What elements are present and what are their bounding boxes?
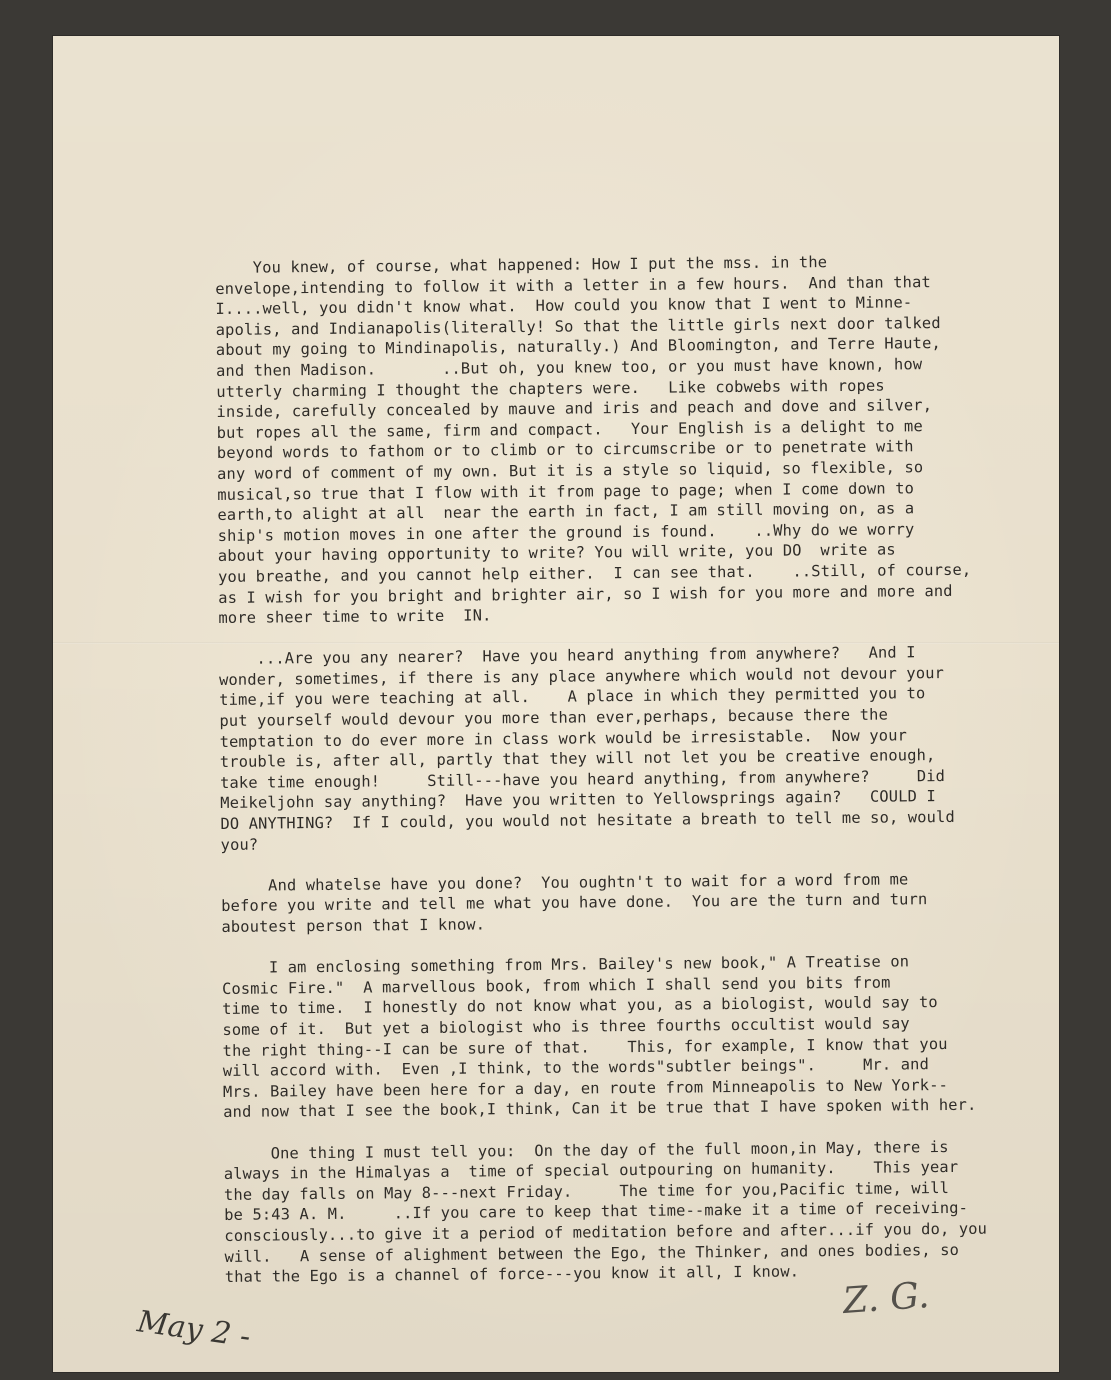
- paragraph: [219, 642, 1021, 856]
- text-line: the right thing--I can be sure of that. This, for example, I know that you: [222, 1034, 948, 1060]
- paragraph: [221, 868, 1022, 937]
- text-line: apolis, and Indianapolis(literally! So that the little girls next door talked: [215, 313, 941, 339]
- text-line: utterly charming I thought the chapters were. Like cobwebs with ropes: [216, 376, 885, 401]
- text-line: DO ANYTHING? If I could, you would not hesitate a breath to tell me so, would: [220, 807, 955, 834]
- handwritten-date: May 2 -: [135, 1304, 253, 1355]
- text-line: ...Are you any nearer? Have you heard anything from anywhere? And I: [218, 643, 916, 669]
- text-line: will. A sense of alighment between the Ego, the Thinker, and ones bodies, so: [224, 1240, 960, 1266]
- text-line: consciously...to give it a period of meditation before and after...if you do, you: [224, 1219, 988, 1245]
- text-line: and now that I see the book,I think, Can it be true that I have spoken with her.: [223, 1096, 977, 1122]
- text-line: earth,to alight at all near the earth in fact, I am still moving on, as a: [217, 499, 915, 525]
- text-line: ship's motion moves in one after the ground is found. ..Why do we worry: [217, 520, 915, 545]
- text-line: be 5:43 A. M. ..If you care to keep that time--make it a time of receiving-: [224, 1199, 969, 1225]
- text-line: One thing I must tell you: On the day of the full moon,in May, there is: [223, 1137, 949, 1163]
- text-line: more sheer time to write IN.: [218, 606, 492, 628]
- text-line: inside, carefully concealed by mauve and iris and peach and dove and silver,: [216, 396, 933, 422]
- text-line: take time enough! Still---have you heard anything, from anywhere? Did: [219, 766, 946, 792]
- text-line: put yourself would devour you more than ever,perhaps, because there the: [219, 705, 889, 731]
- text-line: I am enclosing something from Mrs. Bailey's new book," A Treatise on: [221, 952, 910, 978]
- text-line: Meikeljohn say anything? Have you written to Yellowsprings again? COULD I: [220, 787, 936, 813]
- text-line: temptation to do ever more in class work would be irresistable. Now your: [219, 726, 908, 751]
- text-line: I....well, you didn't know what. How could you know that I went to Minne-: [215, 293, 913, 319]
- text-line: always in the Himalyas a time of special outpouring on humanity. This year: [223, 1158, 959, 1184]
- text-line: envelope,intending to follow it with a letter in a few hours. And than that: [215, 272, 931, 298]
- text-line: you breathe, and you cannot help either. I can see that. ..Still, of course,: [217, 560, 972, 586]
- text-line: Mrs. Bailey have been here for a day, en route from Minneapolis to New York--: [222, 1075, 949, 1101]
- text-line: any word of comment of my own. But it is a style so liquid, so flexible, so: [216, 458, 924, 483]
- text-line: about my going to Mindinapolis, naturally.) And Bloomington, and Terre Haute,: [215, 334, 941, 360]
- text-line: You knew, of course, what happened: How I put the mss. in the: [215, 253, 828, 277]
- text-line: you?: [220, 835, 259, 854]
- text-line: about your having opportunity to write? You will write, you DO write as: [217, 540, 896, 566]
- text-line: will accord with. Even ,I think, to the words"subtler beings". Mr. and: [222, 1055, 930, 1081]
- text-line: beyond words to fathom or to climb or to circumscribe or to penetrate with: [216, 437, 914, 463]
- paragraph: [222, 950, 1024, 1122]
- text-line: aboutest person that I know.: [221, 915, 486, 936]
- text-line: the day falls on May 8---next Friday. The time for you,Pacific time, will: [223, 1178, 950, 1204]
- text-line: And whatelse have you done? You oughtn't to wait for a word from me: [220, 870, 909, 895]
- text-line: wonder, sometimes, if there is any place anywhere which would not devour your: [218, 663, 945, 689]
- text-line: trouble is, after all, partly that they will not let you be creative enough,: [219, 746, 936, 772]
- text-line: before you write and tell me what you have done. You are the turn and turn: [221, 890, 928, 916]
- text-line: musical,so true that I flow with it from page to page; when I come down to: [217, 478, 915, 504]
- text-line: time to time. I honestly do not know what you, as a biologist, would say to: [222, 993, 938, 1019]
- letter-body: [215, 250, 1025, 1308]
- text-line: some of it. But yet a biologist who is three fourths occultist would say: [222, 1014, 910, 1039]
- letter-page: [53, 36, 1059, 1372]
- text-line: but ropes all the same, firm and compact. Your English is a delight to me: [216, 416, 923, 442]
- text-line: time,if you were teaching at all. A place in which they permitted you to: [219, 684, 926, 710]
- text-line: as I wish for you bright and brighter air, so I wish for you more and more and: [218, 581, 953, 607]
- paragraph: [224, 1136, 1025, 1288]
- paragraph: [215, 250, 1019, 628]
- text-line: that the Ego is a channel of force---you know it all, I know.: [224, 1262, 800, 1287]
- handwritten-initials: Z. G.: [841, 1275, 931, 1322]
- text-line: and then Madison. ..But oh, you knew too, or you must have known, how: [215, 355, 923, 380]
- text-line: Cosmic Fire." A marvellous book, from which I shall send you bits from: [221, 973, 891, 998]
